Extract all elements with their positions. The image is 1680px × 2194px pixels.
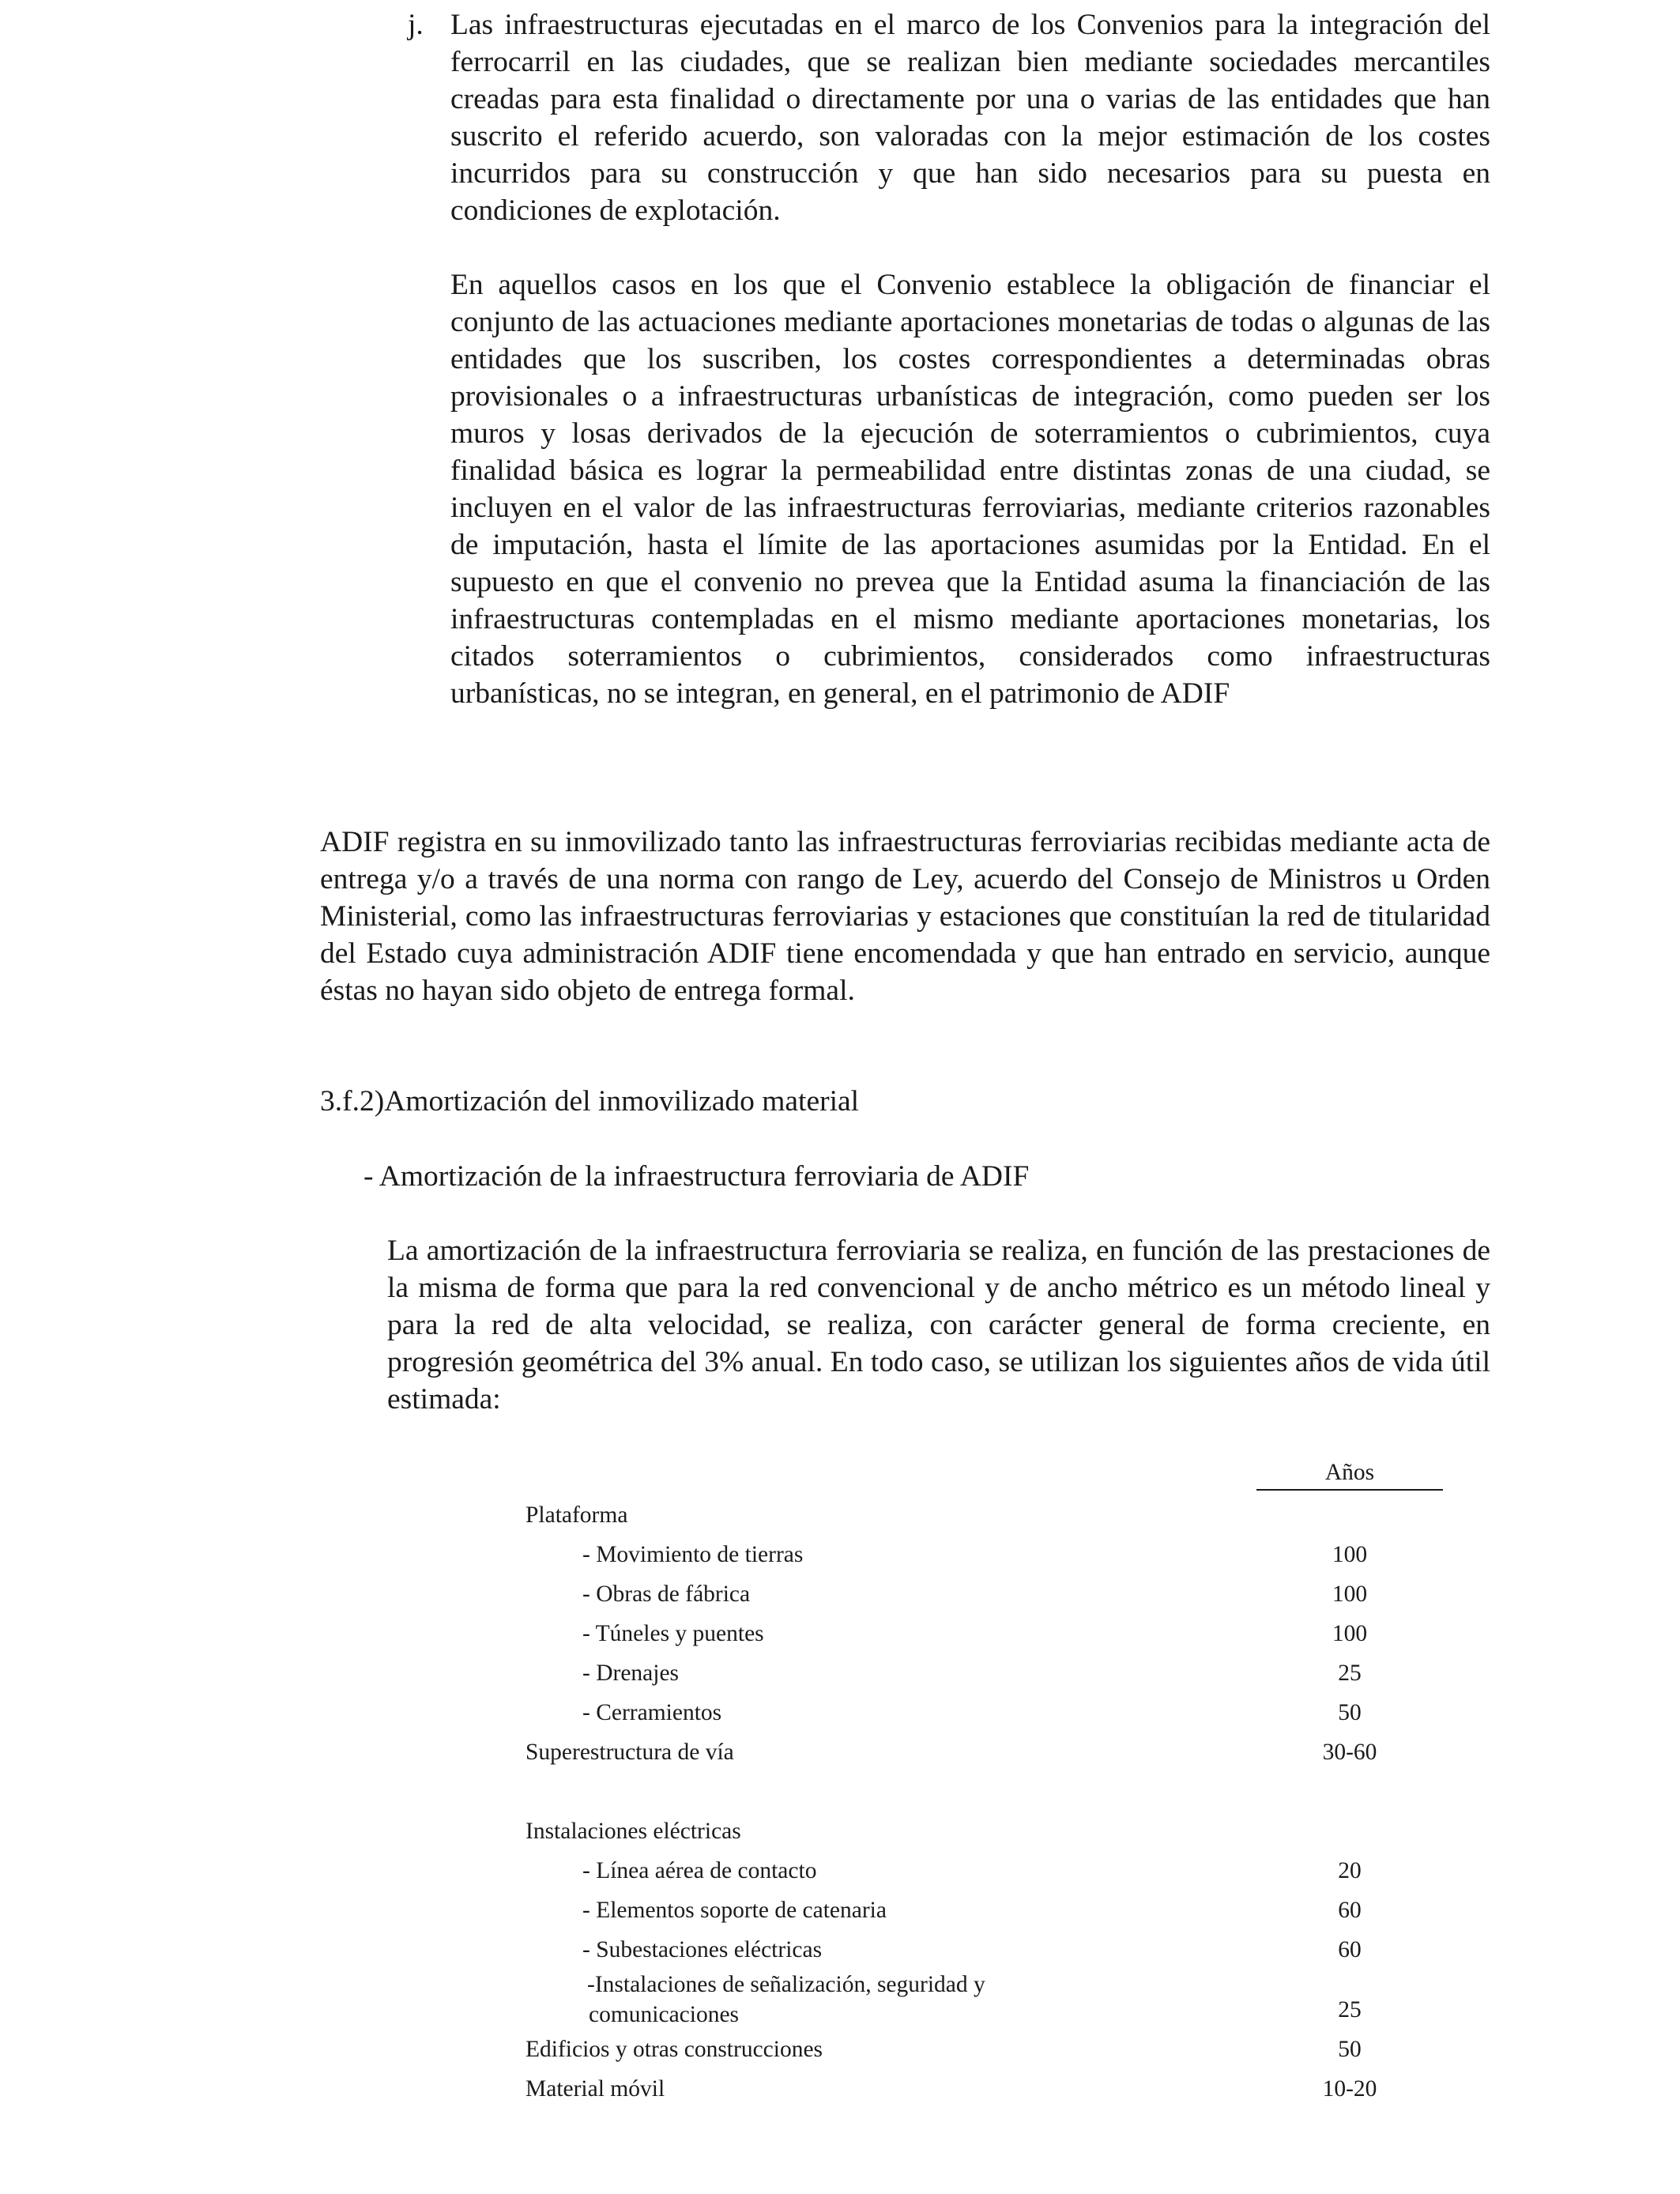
table-row xyxy=(525,1851,1450,1891)
row-value: 50 xyxy=(1338,1700,1362,1725)
row-value: 25 xyxy=(1338,1661,1362,1686)
row-label: - Movimiento de tierras xyxy=(582,1542,804,1567)
paragraph-convenios-infraestructuras: Las infraestructuras ejecutadas en el marco de los Convenios para la integración del ferrocarril en las ciudades, que se realizan bien mediante sociedades mercantiles creadas para esta finalidad o directamente por una o varias de las entidades que han suscrito el referido acuerdo, son valoradas con la mejor estimación de los costes incurridos para su construcción y que han sido necesarios para su puesta en condiciones de explotación. xyxy=(450,9,1490,227)
row-label: - Drenajes xyxy=(582,1661,680,1686)
table-row xyxy=(525,2069,1450,2109)
row-label: Superestructura de vía xyxy=(525,1740,734,1765)
table-row xyxy=(525,1930,1450,1970)
row-label: Edificios y otras construcciones xyxy=(525,2037,823,2062)
table-header xyxy=(525,1456,1450,1495)
paragraph-adif-inmovilizado: ADIF registra en su inmovilizado tanto las infraestructuras ferroviarias recibidas mediante acta de entrega y/o a través de una norma con rango de Ley, acuerdo del Consejo de Ministros u Orden Ministerial, como las infraestructuras ferroviarias y estaciones que constituían la red de titularidad del Estado cuya administración ADIF tiene encomendada y que han entrado en servicio, aunque éstas no hayan sido objeto de entrega formal. xyxy=(320,826,1490,1007)
row-value: 20 xyxy=(1338,1858,1362,1883)
useful-life-table xyxy=(525,1456,1450,2109)
table-row xyxy=(525,1970,1450,2030)
table-row xyxy=(525,1653,1450,1693)
table-row xyxy=(525,1535,1450,1574)
paragraph-amortizacion: La amortización de la infraestructura ferroviaria se realiza, en función de las prestaciones de la misma de forma que para la red convencional y de ancho métrico es un método lineal y para la red de alta velocidad, se realiza, con carácter general de forma creciente, en progresión geométrica del 3% anual. En todo caso, se utilizan los siguientes años de vida útil estimada: xyxy=(387,1235,1490,1416)
row-label: Material móvil xyxy=(525,2076,665,2102)
table-row xyxy=(525,1495,1450,1535)
table-row xyxy=(525,1574,1450,1614)
row-label: Instalaciones eléctricas xyxy=(525,1819,741,1844)
paragraph-financiacion-convenio: En aquellos casos en los que el Convenio establece la obligación de financiar el conjunto de las actuaciones mediante aportaciones monetarias de todas o algunas de las entidades que los suscriben, los costes correspondientes a determinadas obras provisionales o a infraestructuras urbanísticas de integración, como pueden ser los muros y losas derivados de la ejecución de soterramientos o cubrimientos, cuya finalidad básica es lograr la permeabilidad entre distintas zonas de una ciudad, se incluyen en el valor de las infraestructuras ferroviarias, mediante criterios razonables de imputación, hasta el límite de las aportaciones asumidas por la Entidad. En el supuesto en que el convenio no prevea que la Entidad asuma la financiación de las infraestructuras contempladas en el mismo mediante aportaciones monetarias, los citados soterramientos o cubrimientos, considerados como infraestructuras urbanísticas, no se integran, en general, en el patrimonio de ADIF xyxy=(450,269,1490,710)
row-value: 100 xyxy=(1332,1581,1368,1607)
table-row xyxy=(525,1732,1450,1772)
row-label-line-2: comunicaciones xyxy=(589,2002,740,2027)
row-label-line-1: -Instalaciones de señalización, seguridad y xyxy=(587,1972,985,1997)
column-header-anos: Años xyxy=(1256,1456,1443,1491)
table-row xyxy=(525,1693,1450,1732)
table-row xyxy=(525,1614,1450,1653)
list-marker: j. xyxy=(408,9,424,41)
row-label: - Obras de fábrica xyxy=(582,1581,751,1607)
row-label: - Túneles y puentes xyxy=(582,1621,764,1646)
row-value: 60 xyxy=(1338,1898,1362,1923)
row-value: 25 xyxy=(1338,1997,1362,2022)
row-value: 10-20 xyxy=(1322,2076,1377,2102)
table-spacer xyxy=(525,1772,1450,1811)
row-label xyxy=(587,1970,985,2030)
row-value: 100 xyxy=(1332,1542,1368,1567)
row-label: - Elementos soporte de catenaria xyxy=(582,1898,887,1923)
table-row xyxy=(525,1811,1450,1851)
section-subheading: - Amortización de la infraestructura ferroviaria de ADIF xyxy=(363,1160,1030,1193)
row-label: - Subestaciones eléctricas xyxy=(582,1937,823,1962)
list-item-j xyxy=(408,6,1490,712)
table-row xyxy=(525,1891,1450,1930)
table-row xyxy=(525,2030,1450,2069)
row-label: - Cerramientos xyxy=(582,1700,722,1725)
row-value: 50 xyxy=(1338,2037,1362,2062)
row-value: 60 xyxy=(1338,1937,1362,1962)
section-heading: 3.f.2)Amortización del inmovilizado material xyxy=(320,1085,860,1118)
row-value: 30-60 xyxy=(1322,1740,1377,1765)
row-label: Plataforma xyxy=(525,1502,628,1528)
row-value: 100 xyxy=(1332,1621,1368,1646)
row-label: - Línea aérea de contacto xyxy=(582,1858,817,1883)
